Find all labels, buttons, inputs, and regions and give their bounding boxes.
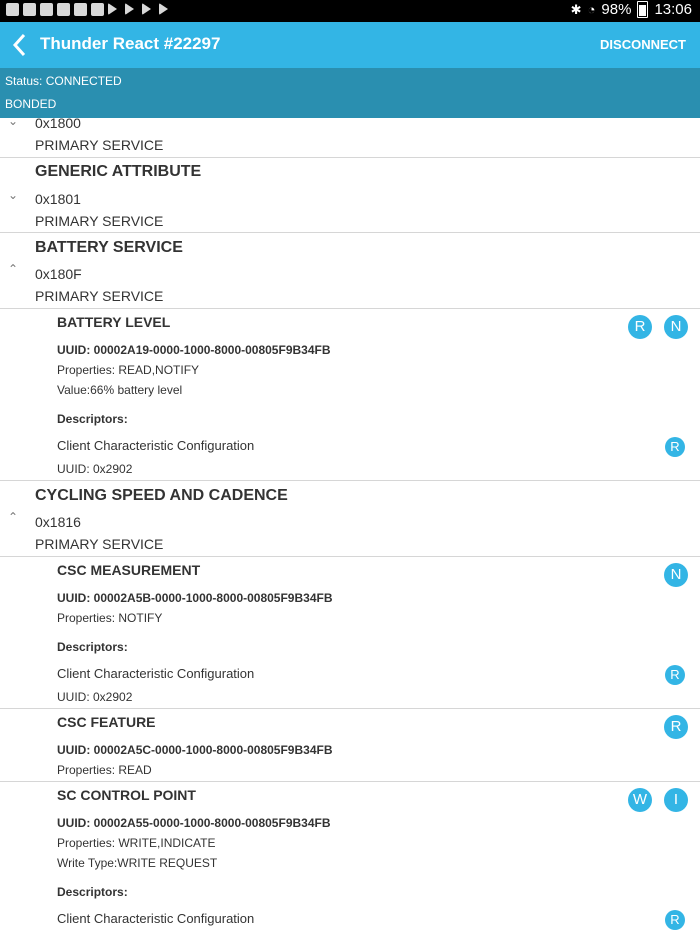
descriptor-uuid: UUID: 0x2902 [57,462,133,476]
divider [0,308,700,309]
characteristic-uuid: UUID: 00002A5B-0000-1000-8000-00805F9B34FB [57,591,333,605]
facebook-icon [23,3,36,16]
characteristic-name: CSC FEATURE [57,714,156,730]
flag-icon [125,3,134,15]
save-icon [74,3,87,16]
chevron-down-icon[interactable]: ⌄ [8,188,19,202]
characteristic-properties: Properties: NOTIFY [57,611,163,625]
connection-status: Status: CONNECTED [5,74,122,88]
divider [0,480,700,481]
descriptor-name: Client Characteristic Configuration [57,438,255,453]
descriptors-heading: Descriptors: [57,412,128,426]
tablet-icon [91,3,104,16]
page-title: Thunder React #22297 [40,34,221,53]
flag-icon [142,3,151,15]
battery-icon [637,1,648,18]
characteristic-name: CSC MEASUREMENT [57,562,201,578]
characteristic-uuid: UUID: 00002A55-0000-1000-8000-00805F9B34FB [57,816,331,830]
divider [0,232,700,233]
read-button[interactable]: R [664,715,688,739]
divider [0,556,700,557]
characteristic-properties: Properties: READ,NOTIFY [57,363,200,377]
cloud-icon [40,3,53,16]
battery-percent: 98% [601,1,632,18]
service-name[interactable]: BATTERY SERVICE [35,239,183,256]
read-button[interactable]: R [665,910,685,930]
characteristic-properties: Properties: READ [57,763,152,777]
characteristic-write-type: Write Type:WRITE REQUEST [57,856,218,870]
connection-status-band [0,68,700,118]
system-tray [571,1,692,18]
read-button[interactable]: R [665,437,685,457]
characteristic-value: Value:66% battery level [57,383,183,397]
flag-icon [108,3,117,15]
disconnect-button[interactable]: DISCONNECT [600,37,686,52]
wifi-icon: ◔ [587,2,596,17]
cloud-icon [57,3,70,16]
service-uuid: 0x1800 [35,118,81,131]
service-type: PRIMARY SERVICE [35,536,164,552]
descriptor-name: Client Characteristic Configuration [57,666,255,681]
service-uuid: 0x1816 [35,514,81,530]
service-name[interactable]: GENERIC ATTRIBUTE [35,163,202,180]
notification-icons [6,3,172,16]
service-uuid: 0x180F [35,266,82,282]
characteristic-name: BATTERY LEVEL [57,314,171,330]
bond-status: BONDED [5,97,57,111]
write-button[interactable]: W [628,788,652,812]
service-type: PRIMARY SERVICE [35,213,164,229]
divider [0,781,700,782]
system-status-bar [0,0,700,22]
facebook-icon [6,3,19,16]
characteristic-uuid: UUID: 00002A19-0000-1000-8000-00805F9B34FB [57,343,331,357]
descriptor-name: Client Characteristic Configuration [57,911,255,926]
divider [0,708,700,709]
characteristic-name: SC CONTROL POINT [57,787,196,803]
chevron-up-icon[interactable]: ⌃ [8,510,19,524]
back-arrow-icon[interactable] [10,31,34,59]
indicate-button[interactable]: I [664,788,688,812]
clock: 13:06 [654,1,692,18]
service-name[interactable]: CYCLING SPEED AND CADENCE [35,487,288,504]
service-type: PRIMARY SERVICE [35,137,164,153]
read-button[interactable]: R [665,665,685,685]
chevron-down-icon[interactable]: ⌄ [8,118,19,128]
divider [0,157,700,158]
service-type: PRIMARY SERVICE [35,288,164,304]
service-list[interactable] [0,118,700,933]
read-button[interactable]: R [628,315,652,339]
flag-icon [159,3,168,15]
notify-button[interactable]: N [664,563,688,587]
characteristic-properties: Properties: WRITE,INDICATE [57,836,216,850]
chevron-up-icon[interactable]: ⌃ [8,262,19,276]
descriptors-heading: Descriptors: [57,640,128,654]
notify-button[interactable]: N [664,315,688,339]
service-uuid: 0x1801 [35,191,81,207]
descriptor-uuid: UUID: 0x2902 [57,690,133,704]
characteristic-uuid: UUID: 00002A5C-0000-1000-8000-00805F9B34FB [57,743,333,757]
bluetooth-icon: ✱ [570,1,582,17]
descriptors-heading: Descriptors: [57,885,128,899]
app-bar [0,22,700,68]
